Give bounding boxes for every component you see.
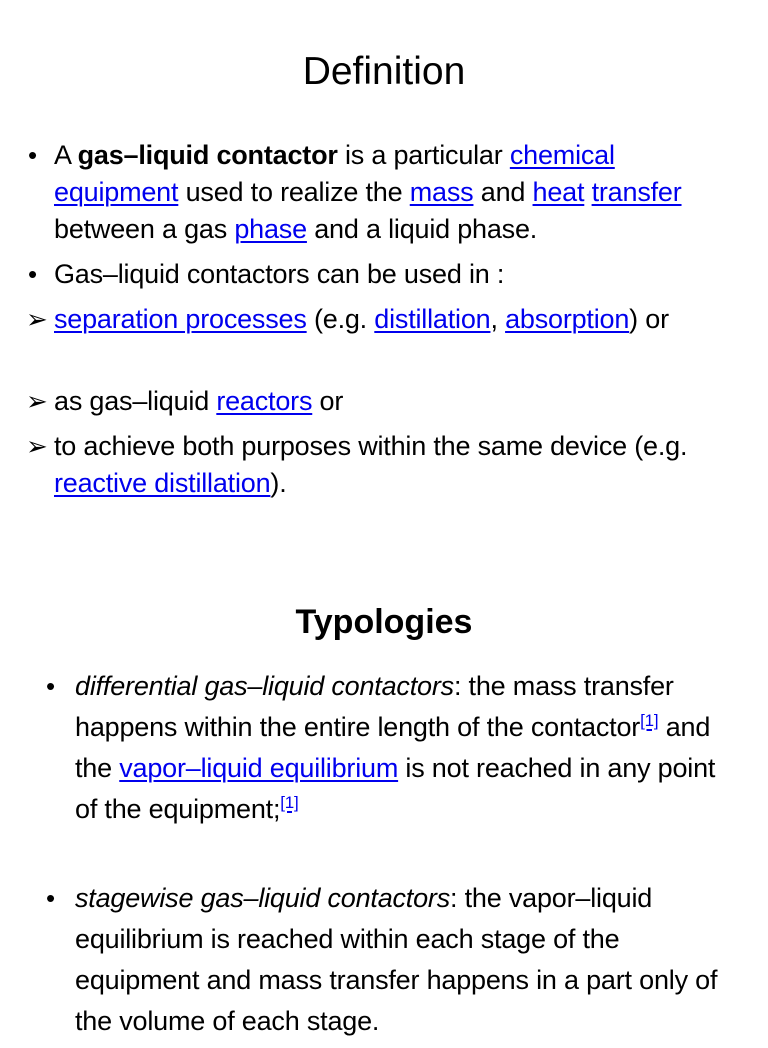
use-item-separation-text: separation processes (e.g. distillation, absorption) or — [54, 304, 669, 334]
typology-bullet-stagewise — [46, 878, 736, 1048]
link-distillation[interactable]: distillation — [374, 304, 491, 334]
link-reactors[interactable]: reactors — [216, 386, 313, 416]
reference-link-1[interactable]: [1] — [640, 711, 659, 730]
use-item-reactors-text: as gas–liquid reactors or — [54, 386, 344, 416]
definition-bullet-1 — [28, 137, 748, 249]
reference-link-2[interactable]: [1] — [280, 793, 299, 812]
arrow-bullet-icon: ➢ — [26, 386, 48, 416]
use-item-separation — [26, 301, 750, 377]
link-reactive-distillation[interactable]: reactive distillation — [54, 468, 271, 498]
definition-bullet-2 — [28, 256, 748, 296]
definition-title: Definition — [302, 50, 466, 93]
definition-bullet-1-text: A gas–liquid contactor is a particular chemical equipment used to realize the mass and heat transfer between a gas phase and a liquid phase. — [54, 140, 682, 244]
typologies-title: Typologies — [295, 603, 473, 641]
term-gas-liquid-contactor: gas–liquid contactor — [77, 140, 338, 170]
bullet-icon: • — [28, 259, 37, 289]
link-separation-processes[interactable]: separation processes — [54, 304, 307, 334]
typology-bullet-differential — [46, 666, 736, 871]
use-item-both — [26, 428, 750, 504]
link-absorption[interactable]: absorption — [505, 304, 630, 334]
link-heat[interactable]: heat — [532, 177, 585, 207]
typology-differential-text: differential gas–liquid contactors: the mass transfer happens within the entire length of the contactor[1] and the vapor–liquid equilibrium is not reached in any point of the equipment;[1] — [75, 671, 716, 824]
definition-bullet-2-text: Gas–liquid contactors can be used in : — [54, 259, 505, 289]
term-differential: differential gas–liquid contactors — [75, 671, 454, 701]
link-chemical[interactable]: chemical — [509, 140, 615, 170]
link-mass[interactable]: mass — [409, 177, 474, 207]
bullet-icon: • — [46, 883, 55, 913]
link-phase[interactable]: phase — [234, 214, 307, 244]
arrow-bullet-icon: ➢ — [26, 304, 48, 334]
typology-stagewise-text: stagewise gas–liquid contactors: the vapor–liquid equilibrium is reached within each stage of the equipment and mass transfer happens in a part only of the volume of each stage. — [75, 883, 718, 1036]
bullet-icon: • — [46, 671, 55, 701]
link-transfer[interactable]: transfer — [591, 177, 682, 207]
use-item-both-text: to achieve both purposes within the same device (e.g. reactive distillation). — [54, 431, 688, 498]
term-stagewise: stagewise gas–liquid contactors — [75, 883, 451, 913]
bullet-icon: • — [28, 140, 37, 170]
link-vapor-liquid-equilibrium[interactable]: vapor–liquid equilibrium — [119, 753, 399, 783]
link-equipment[interactable]: equipment — [54, 177, 179, 207]
use-item-reactors — [26, 383, 750, 423]
arrow-bullet-icon: ➢ — [26, 431, 48, 461]
